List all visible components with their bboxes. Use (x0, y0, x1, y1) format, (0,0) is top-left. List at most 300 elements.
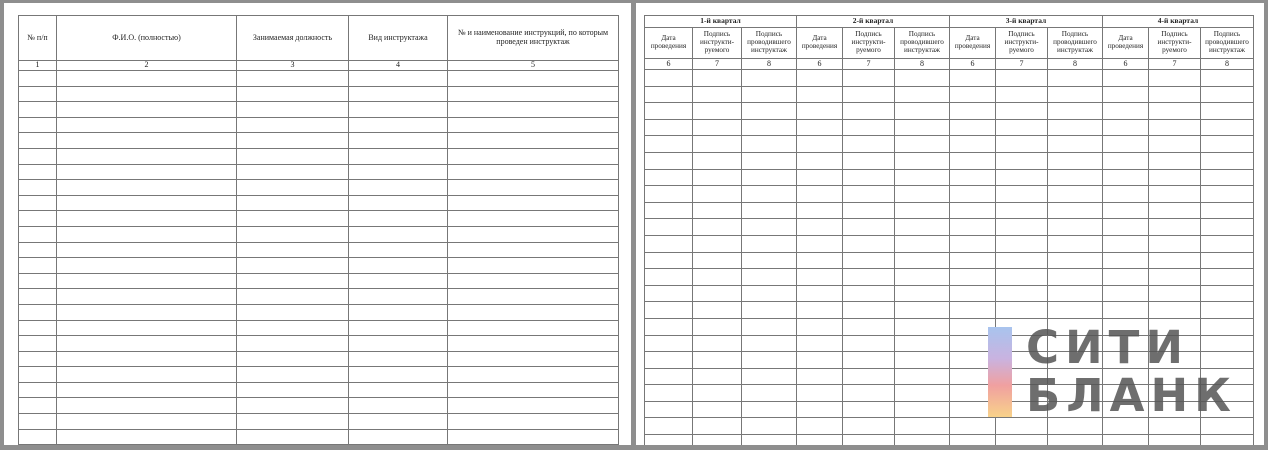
blank-cell[interactable] (237, 273, 349, 289)
blank-cell[interactable] (645, 385, 693, 402)
blank-cell[interactable] (349, 211, 448, 227)
blank-cell[interactable] (57, 133, 237, 149)
blank-cell[interactable] (448, 102, 619, 118)
blank-cell[interactable] (895, 169, 950, 186)
blank-cell[interactable] (237, 320, 349, 336)
blank-cell[interactable] (843, 70, 895, 87)
blank-cell[interactable] (349, 86, 448, 102)
blank-cell[interactable] (693, 335, 742, 352)
blank-cell[interactable] (349, 133, 448, 149)
blank-cell[interactable] (742, 302, 797, 319)
blank-cell[interactable] (349, 367, 448, 383)
blank-cell[interactable] (645, 219, 693, 236)
blank-cell[interactable] (742, 169, 797, 186)
blank-cell[interactable] (349, 164, 448, 180)
blank-cell[interactable] (448, 86, 619, 102)
blank-cell[interactable] (19, 164, 57, 180)
blank-cell[interactable] (645, 368, 693, 385)
blank-cell[interactable] (349, 273, 448, 289)
blank-cell[interactable] (57, 148, 237, 164)
blank-cell[interactable] (996, 152, 1048, 169)
blank-cell[interactable] (950, 136, 996, 153)
blank-cell[interactable] (1103, 202, 1149, 219)
blank-cell[interactable] (797, 219, 843, 236)
blank-cell[interactable] (996, 169, 1048, 186)
blank-cell[interactable] (57, 258, 237, 274)
blank-cell[interactable] (1048, 269, 1103, 286)
blank-cell[interactable] (843, 285, 895, 302)
blank-cell[interactable] (693, 103, 742, 120)
blank-cell[interactable] (1048, 119, 1103, 136)
blank-cell[interactable] (1149, 169, 1201, 186)
blank-cell[interactable] (797, 235, 843, 252)
blank-cell[interactable] (57, 102, 237, 118)
blank-cell[interactable] (742, 252, 797, 269)
blank-cell[interactable] (645, 285, 693, 302)
blank-cell[interactable] (1201, 119, 1254, 136)
blank-cell[interactable] (19, 180, 57, 196)
blank-cell[interactable] (693, 385, 742, 402)
blank-cell[interactable] (349, 148, 448, 164)
blank-cell[interactable] (843, 302, 895, 319)
blank-cell[interactable] (843, 352, 895, 369)
blank-cell[interactable] (1201, 269, 1254, 286)
blank-cell[interactable] (19, 226, 57, 242)
blank-cell[interactable] (645, 136, 693, 153)
blank-cell[interactable] (1149, 302, 1201, 319)
blank-cell[interactable] (797, 435, 843, 445)
blank-cell[interactable] (19, 398, 57, 414)
blank-cell[interactable] (19, 117, 57, 133)
blank-cell[interactable] (1048, 219, 1103, 236)
blank-cell[interactable] (1149, 186, 1201, 203)
blank-cell[interactable] (996, 119, 1048, 136)
blank-cell[interactable] (448, 429, 619, 445)
blank-cell[interactable] (19, 148, 57, 164)
blank-cell[interactable] (448, 398, 619, 414)
blank-cell[interactable] (237, 289, 349, 305)
blank-cell[interactable] (1201, 285, 1254, 302)
blank-cell[interactable] (895, 235, 950, 252)
blank-cell[interactable] (1103, 86, 1149, 103)
blank-cell[interactable] (1103, 70, 1149, 87)
blank-cell[interactable] (448, 117, 619, 133)
blank-cell[interactable] (448, 304, 619, 320)
blank-cell[interactable] (950, 202, 996, 219)
blank-cell[interactable] (1103, 186, 1149, 203)
blank-cell[interactable] (19, 86, 57, 102)
blank-cell[interactable] (693, 169, 742, 186)
blank-cell[interactable] (237, 336, 349, 352)
blank-cell[interactable] (19, 320, 57, 336)
blank-cell[interactable] (693, 152, 742, 169)
blank-cell[interactable] (996, 252, 1048, 269)
blank-cell[interactable] (1103, 285, 1149, 302)
blank-cell[interactable] (448, 414, 619, 430)
blank-cell[interactable] (843, 385, 895, 402)
blank-cell[interactable] (693, 86, 742, 103)
blank-cell[interactable] (57, 164, 237, 180)
blank-cell[interactable] (742, 418, 797, 435)
blank-cell[interactable] (895, 103, 950, 120)
blank-cell[interactable] (645, 103, 693, 120)
blank-cell[interactable] (1103, 119, 1149, 136)
blank-cell[interactable] (57, 304, 237, 320)
blank-cell[interactable] (742, 352, 797, 369)
blank-cell[interactable] (797, 418, 843, 435)
blank-cell[interactable] (448, 273, 619, 289)
blank-cell[interactable] (448, 336, 619, 352)
blank-cell[interactable] (237, 367, 349, 383)
blank-cell[interactable] (448, 351, 619, 367)
blank-cell[interactable] (19, 367, 57, 383)
blank-cell[interactable] (843, 269, 895, 286)
blank-cell[interactable] (797, 335, 843, 352)
blank-cell[interactable] (448, 164, 619, 180)
blank-cell[interactable] (950, 219, 996, 236)
blank-cell[interactable] (1103, 435, 1149, 445)
blank-cell[interactable] (57, 86, 237, 102)
blank-cell[interactable] (448, 382, 619, 398)
blank-cell[interactable] (693, 285, 742, 302)
blank-cell[interactable] (742, 235, 797, 252)
blank-cell[interactable] (645, 269, 693, 286)
blank-cell[interactable] (742, 219, 797, 236)
blank-cell[interactable] (19, 414, 57, 430)
blank-cell[interactable] (797, 202, 843, 219)
blank-cell[interactable] (19, 289, 57, 305)
blank-cell[interactable] (950, 435, 996, 445)
blank-cell[interactable] (349, 414, 448, 430)
blank-cell[interactable] (797, 368, 843, 385)
blank-cell[interactable] (895, 269, 950, 286)
blank-cell[interactable] (1149, 219, 1201, 236)
blank-cell[interactable] (843, 235, 895, 252)
blank-cell[interactable] (950, 302, 996, 319)
blank-cell[interactable] (1103, 269, 1149, 286)
blank-cell[interactable] (996, 86, 1048, 103)
blank-cell[interactable] (57, 180, 237, 196)
blank-cell[interactable] (996, 103, 1048, 120)
blank-cell[interactable] (797, 119, 843, 136)
blank-cell[interactable] (996, 285, 1048, 302)
blank-cell[interactable] (1201, 252, 1254, 269)
blank-cell[interactable] (237, 102, 349, 118)
blank-cell[interactable] (950, 418, 996, 435)
blank-cell[interactable] (237, 242, 349, 258)
blank-cell[interactable] (19, 429, 57, 445)
blank-cell[interactable] (237, 226, 349, 242)
blank-cell[interactable] (1103, 235, 1149, 252)
blank-cell[interactable] (19, 102, 57, 118)
blank-cell[interactable] (693, 368, 742, 385)
blank-cell[interactable] (349, 180, 448, 196)
blank-cell[interactable] (1149, 152, 1201, 169)
blank-cell[interactable] (349, 289, 448, 305)
blank-cell[interactable] (742, 70, 797, 87)
blank-cell[interactable] (895, 136, 950, 153)
blank-cell[interactable] (843, 202, 895, 219)
blank-cell[interactable] (645, 252, 693, 269)
blank-cell[interactable] (843, 103, 895, 120)
blank-cell[interactable] (895, 285, 950, 302)
blank-cell[interactable] (797, 136, 843, 153)
blank-cell[interactable] (1201, 169, 1254, 186)
blank-cell[interactable] (349, 304, 448, 320)
blank-cell[interactable] (237, 117, 349, 133)
blank-cell[interactable] (1149, 202, 1201, 219)
blank-cell[interactable] (645, 86, 693, 103)
blank-cell[interactable] (349, 429, 448, 445)
blank-cell[interactable] (742, 86, 797, 103)
blank-cell[interactable] (996, 219, 1048, 236)
blank-cell[interactable] (693, 235, 742, 252)
blank-cell[interactable] (742, 119, 797, 136)
blank-cell[interactable] (895, 252, 950, 269)
blank-cell[interactable] (742, 285, 797, 302)
blank-cell[interactable] (349, 336, 448, 352)
blank-cell[interactable] (895, 219, 950, 236)
blank-cell[interactable] (895, 401, 950, 418)
blank-cell[interactable] (1201, 86, 1254, 103)
blank-cell[interactable] (645, 169, 693, 186)
blank-cell[interactable] (19, 304, 57, 320)
blank-cell[interactable] (57, 242, 237, 258)
blank-cell[interactable] (237, 211, 349, 227)
blank-cell[interactable] (693, 219, 742, 236)
blank-cell[interactable] (843, 418, 895, 435)
blank-cell[interactable] (742, 335, 797, 352)
blank-cell[interactable] (645, 119, 693, 136)
blank-cell[interactable] (1048, 302, 1103, 319)
blank-cell[interactable] (895, 435, 950, 445)
blank-cell[interactable] (797, 252, 843, 269)
blank-cell[interactable] (843, 252, 895, 269)
blank-cell[interactable] (895, 302, 950, 319)
blank-cell[interactable] (996, 302, 1048, 319)
blank-cell[interactable] (895, 202, 950, 219)
blank-cell[interactable] (19, 242, 57, 258)
blank-cell[interactable] (843, 152, 895, 169)
blank-cell[interactable] (237, 258, 349, 274)
blank-cell[interactable] (237, 382, 349, 398)
blank-cell[interactable] (645, 335, 693, 352)
blank-cell[interactable] (1103, 136, 1149, 153)
blank-cell[interactable] (19, 71, 57, 87)
blank-cell[interactable] (1048, 70, 1103, 87)
blank-cell[interactable] (57, 226, 237, 242)
blank-cell[interactable] (349, 398, 448, 414)
blank-cell[interactable] (950, 152, 996, 169)
blank-cell[interactable] (1103, 219, 1149, 236)
blank-cell[interactable] (895, 418, 950, 435)
blank-cell[interactable] (349, 382, 448, 398)
blank-cell[interactable] (645, 435, 693, 445)
blank-cell[interactable] (797, 302, 843, 319)
blank-cell[interactable] (1201, 435, 1254, 445)
blank-cell[interactable] (742, 269, 797, 286)
blank-cell[interactable] (895, 385, 950, 402)
blank-cell[interactable] (645, 70, 693, 87)
blank-cell[interactable] (448, 320, 619, 336)
blank-cell[interactable] (448, 180, 619, 196)
blank-cell[interactable] (237, 133, 349, 149)
blank-cell[interactable] (1201, 302, 1254, 319)
blank-cell[interactable] (895, 186, 950, 203)
blank-cell[interactable] (797, 269, 843, 286)
blank-cell[interactable] (1149, 86, 1201, 103)
blank-cell[interactable] (693, 186, 742, 203)
blank-cell[interactable] (797, 401, 843, 418)
blank-cell[interactable] (1048, 202, 1103, 219)
blank-cell[interactable] (843, 368, 895, 385)
blank-cell[interactable] (1048, 285, 1103, 302)
blank-cell[interactable] (843, 119, 895, 136)
blank-cell[interactable] (843, 169, 895, 186)
blank-cell[interactable] (996, 235, 1048, 252)
blank-cell[interactable] (57, 398, 237, 414)
blank-cell[interactable] (996, 435, 1048, 445)
blank-cell[interactable] (19, 382, 57, 398)
blank-cell[interactable] (797, 352, 843, 369)
blank-cell[interactable] (1149, 136, 1201, 153)
blank-cell[interactable] (693, 202, 742, 219)
blank-cell[interactable] (448, 133, 619, 149)
blank-cell[interactable] (349, 320, 448, 336)
blank-cell[interactable] (895, 152, 950, 169)
blank-cell[interactable] (57, 429, 237, 445)
blank-cell[interactable] (895, 119, 950, 136)
blank-cell[interactable] (950, 269, 996, 286)
blank-cell[interactable] (950, 119, 996, 136)
blank-cell[interactable] (843, 318, 895, 335)
blank-cell[interactable] (895, 368, 950, 385)
blank-cell[interactable] (1149, 269, 1201, 286)
blank-cell[interactable] (57, 273, 237, 289)
blank-cell[interactable] (237, 429, 349, 445)
blank-cell[interactable] (950, 86, 996, 103)
blank-cell[interactable] (1048, 152, 1103, 169)
blank-cell[interactable] (19, 336, 57, 352)
blank-cell[interactable] (843, 136, 895, 153)
blank-cell[interactable] (448, 367, 619, 383)
blank-cell[interactable] (843, 86, 895, 103)
blank-cell[interactable] (448, 211, 619, 227)
blank-cell[interactable] (797, 169, 843, 186)
blank-cell[interactable] (645, 235, 693, 252)
blank-cell[interactable] (237, 398, 349, 414)
blank-cell[interactable] (797, 385, 843, 402)
blank-cell[interactable] (742, 401, 797, 418)
blank-cell[interactable] (693, 435, 742, 445)
blank-cell[interactable] (349, 226, 448, 242)
blank-cell[interactable] (693, 401, 742, 418)
blank-cell[interactable] (448, 195, 619, 211)
blank-cell[interactable] (797, 70, 843, 87)
blank-cell[interactable] (742, 318, 797, 335)
blank-cell[interactable] (57, 414, 237, 430)
blank-cell[interactable] (448, 242, 619, 258)
blank-cell[interactable] (57, 367, 237, 383)
blank-cell[interactable] (349, 102, 448, 118)
blank-cell[interactable] (950, 252, 996, 269)
blank-cell[interactable] (950, 169, 996, 186)
blank-cell[interactable] (1149, 70, 1201, 87)
blank-cell[interactable] (19, 211, 57, 227)
blank-cell[interactable] (742, 368, 797, 385)
blank-cell[interactable] (742, 435, 797, 445)
blank-cell[interactable] (895, 335, 950, 352)
blank-cell[interactable] (19, 133, 57, 149)
blank-cell[interactable] (19, 351, 57, 367)
blank-cell[interactable] (57, 71, 237, 87)
blank-cell[interactable] (349, 242, 448, 258)
blank-cell[interactable] (1201, 70, 1254, 87)
blank-cell[interactable] (895, 86, 950, 103)
blank-cell[interactable] (996, 136, 1048, 153)
blank-cell[interactable] (742, 202, 797, 219)
blank-cell[interactable] (645, 202, 693, 219)
blank-cell[interactable] (19, 258, 57, 274)
blank-cell[interactable] (1048, 136, 1103, 153)
blank-cell[interactable] (843, 219, 895, 236)
blank-cell[interactable] (448, 226, 619, 242)
blank-cell[interactable] (349, 117, 448, 133)
blank-cell[interactable] (237, 304, 349, 320)
blank-cell[interactable] (1048, 252, 1103, 269)
blank-cell[interactable] (693, 352, 742, 369)
blank-cell[interactable] (895, 352, 950, 369)
blank-cell[interactable] (1103, 252, 1149, 269)
blank-cell[interactable] (237, 195, 349, 211)
blank-cell[interactable] (895, 318, 950, 335)
blank-cell[interactable] (349, 258, 448, 274)
blank-cell[interactable] (57, 320, 237, 336)
blank-cell[interactable] (1048, 103, 1103, 120)
blank-cell[interactable] (797, 152, 843, 169)
blank-cell[interactable] (57, 382, 237, 398)
blank-cell[interactable] (645, 418, 693, 435)
blank-cell[interactable] (843, 186, 895, 203)
blank-cell[interactable] (843, 335, 895, 352)
blank-cell[interactable] (693, 269, 742, 286)
blank-cell[interactable] (1201, 103, 1254, 120)
blank-cell[interactable] (1149, 103, 1201, 120)
blank-cell[interactable] (950, 186, 996, 203)
blank-cell[interactable] (1048, 186, 1103, 203)
blank-cell[interactable] (237, 148, 349, 164)
blank-cell[interactable] (645, 401, 693, 418)
blank-cell[interactable] (645, 352, 693, 369)
blank-cell[interactable] (645, 302, 693, 319)
blank-cell[interactable] (1201, 235, 1254, 252)
blank-cell[interactable] (237, 86, 349, 102)
blank-cell[interactable] (742, 103, 797, 120)
blank-cell[interactable] (797, 103, 843, 120)
blank-cell[interactable] (57, 351, 237, 367)
blank-cell[interactable] (1103, 302, 1149, 319)
blank-cell[interactable] (843, 401, 895, 418)
blank-cell[interactable] (1201, 136, 1254, 153)
blank-cell[interactable] (996, 70, 1048, 87)
blank-cell[interactable] (237, 180, 349, 196)
blank-cell[interactable] (996, 269, 1048, 286)
blank-cell[interactable] (742, 186, 797, 203)
blank-cell[interactable] (57, 336, 237, 352)
blank-cell[interactable] (57, 211, 237, 227)
blank-cell[interactable] (1201, 219, 1254, 236)
blank-cell[interactable] (742, 385, 797, 402)
